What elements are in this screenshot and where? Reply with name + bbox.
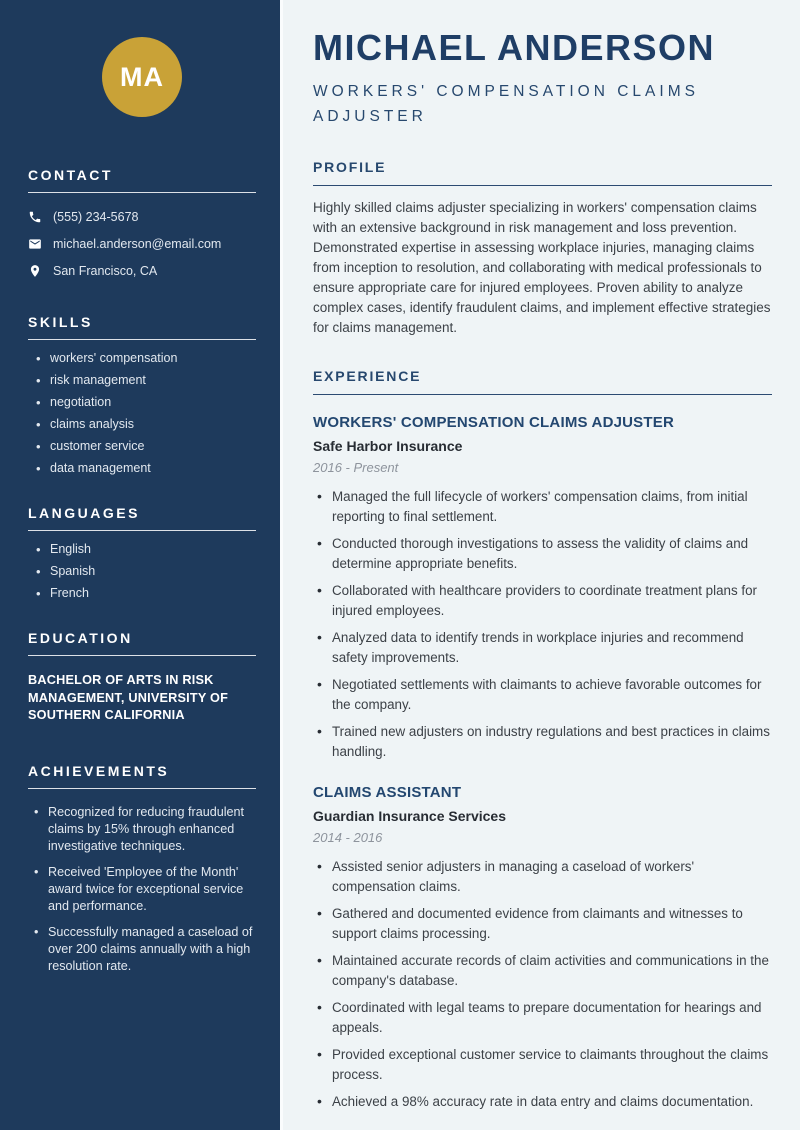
skills-section: [28, 314, 256, 475]
contact-location-text: San Francisco, CA: [53, 264, 158, 278]
experience-section: [313, 368, 772, 1112]
avatar-initials: MA: [120, 61, 164, 92]
languages-section: [28, 505, 256, 600]
location-icon: [28, 264, 42, 278]
job-bullet: • Gathered and documented evidence from claimants and witnesses to support claims processing.: [313, 904, 772, 943]
skill-item: • data management: [28, 462, 256, 475]
job-bullet: • Coordinated with legal teams to prepare documentation for hearings and appeals.: [313, 998, 772, 1037]
job-bullet: • Maintained accurate records of claim activities and communications in the company's database.: [313, 951, 772, 990]
contact-divider: [28, 192, 256, 193]
languages-list: [28, 543, 256, 600]
skills-divider: [28, 339, 256, 340]
languages-heading: LANGUAGES: [28, 505, 140, 521]
experience-divider: [313, 394, 772, 395]
avatar: [102, 37, 182, 117]
contact-phone-text: (555) 234-5678: [53, 210, 139, 224]
email-icon: [28, 237, 42, 251]
job-bullet: • Negotiated settlements with claimants to achieve favorable outcomes for the company.: [313, 675, 772, 714]
contact-item-phone: [28, 210, 256, 224]
job-bullet: • Conducted thorough investigations to assess the validity of claims and determine appropriate benefits.: [313, 534, 772, 573]
main-content: [280, 0, 800, 1130]
contact-item-email: [28, 237, 256, 251]
job-dates: 2016 - Present: [313, 460, 399, 476]
job-bullets: [313, 857, 772, 1112]
skill-item: • claims analysis: [28, 418, 256, 431]
skill-item: • negotiation: [28, 396, 256, 409]
achievements-divider: [28, 788, 256, 789]
job-bullet: • Achieved a 98% accuracy rate in data entry and claims documentation.: [313, 1092, 772, 1112]
skills-list: [28, 352, 256, 475]
contact-heading: CONTACT: [28, 167, 113, 183]
achievement-item: • Recognized for reducing fraudulent claims by 15% through enhanced investigative techniques.: [28, 804, 256, 855]
job-company: Guardian Insurance Services: [313, 808, 506, 825]
achievements-heading: ACHIEVEMENTS: [28, 762, 170, 779]
achievements-list: [28, 804, 256, 975]
job-dates: 2014 - 2016: [313, 830, 383, 846]
skills-heading: SKILLS: [28, 314, 93, 330]
job-bullet: • Analyzed data to identify trends in workplace injuries and recommend safety improvements.: [313, 628, 772, 667]
job-title: WORKERS' COMPENSATION CLAIMS ADJUSTER: [313, 414, 674, 432]
language-item: • Spanish: [28, 565, 256, 578]
job-company: Safe Harbor Insurance: [313, 438, 463, 455]
skill-item: • customer service: [28, 440, 256, 453]
skill-item: • workers' compensation: [28, 352, 256, 365]
languages-divider: [28, 530, 256, 531]
job-bullet: • Assisted senior adjusters in managing a caseload of workers' compensation claims.: [313, 857, 772, 896]
job-title: CLAIMS ASSISTANT: [313, 784, 462, 802]
job-bullet: • Collaborated with healthcare providers to coordinate treatment plans for injured employees.: [313, 581, 772, 620]
profile-heading: PROFILE: [313, 159, 387, 176]
profile-text: Highly skilled claims adjuster specializing in workers' compensation claims with an extensive background in risk management and loss prevention. Demonstrated expertise in assessing workplace injuries, managing claims from inception to resolution, and collaborating with medical professionals to ensure appropriate care for injured employees. Proven ability to analyze complex cases, identify fraudulent claims, and implement effective strategies for claims management.: [313, 200, 771, 336]
profile-divider: [313, 185, 772, 186]
candidate-name: MICHAEL ANDERSON: [313, 27, 716, 68]
education-heading: EDUCATION: [28, 630, 133, 646]
avatar-wrap: [28, 37, 256, 117]
sidebar: [0, 0, 280, 1130]
skill-item: • risk management: [28, 374, 256, 387]
job-bullets: [313, 487, 772, 761]
profile-section: [313, 159, 772, 338]
experience-heading: EXPERIENCE: [313, 368, 422, 385]
candidate-title: WORKERS' COMPENSATION CLAIMS ADJUSTER: [313, 83, 699, 126]
contact-item-location: [28, 264, 256, 278]
job-bullet: • Provided exceptional customer service to claimants throughout the claims process.: [313, 1045, 772, 1084]
contact-email-text: michael.anderson@email.com: [53, 237, 222, 251]
job-entry: [313, 784, 772, 1112]
achievements-section: [28, 763, 256, 975]
language-item: • French: [28, 587, 256, 600]
education-degree: BACHELOR OF ARTS IN RISK MANAGEMENT, UNIVERSITY OF SOUTHERN CALIFORNIA: [28, 673, 229, 722]
job-entry: [313, 414, 772, 761]
job-bullet: • Trained new adjusters on industry regulations and best practices in claims handling.: [313, 722, 772, 761]
language-item: • English: [28, 543, 256, 556]
job-bullet: • Managed the full lifecycle of workers' compensation claims, from initial reporting to final settlement.: [313, 487, 772, 526]
education-divider: [28, 655, 256, 656]
contact-section: [28, 167, 256, 278]
phone-icon: [28, 210, 42, 224]
achievement-item: • Successfully managed a caseload of over 200 claims annually with a high resolution rate.: [28, 924, 256, 975]
education-section: [28, 630, 256, 725]
achievement-item: • Received 'Employee of the Month' award twice for exceptional service and performance.: [28, 864, 256, 915]
